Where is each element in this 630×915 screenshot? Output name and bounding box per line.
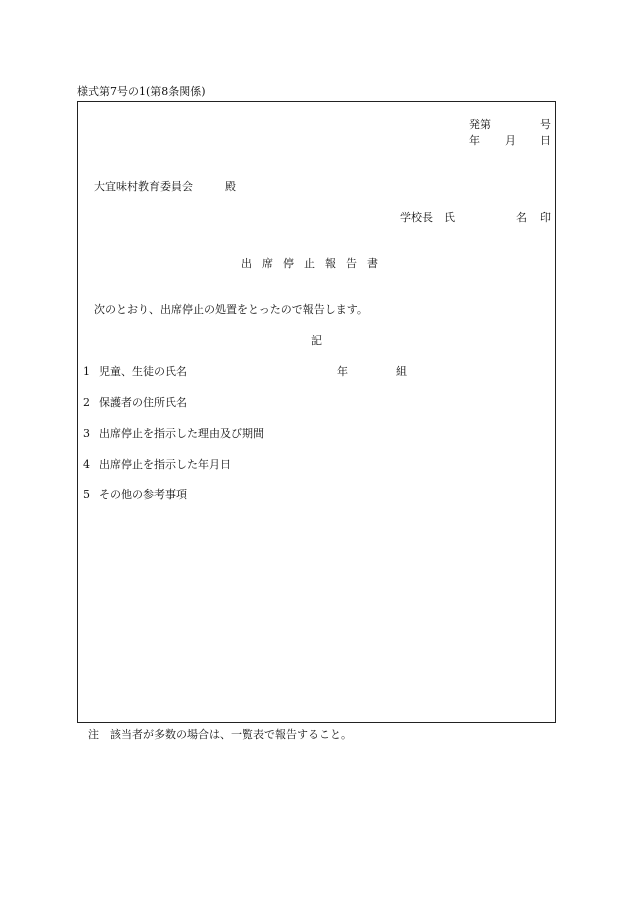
intro-sentence: 次のとおり、出席停止の処置をとったので報告します。: [94, 303, 368, 316]
report-form-frame: [77, 101, 556, 723]
item-label-1: 児童、生徒の氏名: [99, 365, 187, 378]
item-number-2: 2: [83, 396, 90, 409]
sender-name-label: 名: [516, 211, 527, 224]
title-char: 停: [283, 257, 294, 270]
date-year-label: 年: [469, 134, 480, 147]
item-number-5: 5: [83, 488, 90, 501]
item-number-3: 3: [83, 427, 90, 440]
honorific: 殿: [225, 180, 236, 193]
record-mark: 記: [311, 334, 322, 347]
title-char: 席: [262, 257, 273, 270]
title-char: 告: [346, 257, 357, 270]
title-char: 報: [325, 257, 336, 270]
item-number-1: 1: [83, 365, 90, 378]
item-number-4: 4: [83, 458, 90, 471]
document-title: [236, 258, 383, 269]
title-char: 書: [367, 257, 378, 270]
date-month-label: 月: [505, 134, 516, 147]
sender-title: 学校長 氏: [400, 211, 455, 224]
footer-note: 注 該当者が多数の場合は、一覧表で報告すること。: [88, 728, 352, 741]
addressee: 大宜味村教育委員会: [94, 180, 193, 193]
seal-label: 印: [540, 211, 551, 224]
item-label-4: 出席停止を指示した年月日: [99, 458, 231, 471]
item-label-5: その他の参考事項: [99, 488, 187, 501]
issue-number-suffix: 号: [540, 118, 551, 131]
item-label-2: 保護者の住所氏名: [99, 396, 187, 409]
grade-label: 年: [337, 365, 348, 378]
form-number: 様式第7号の1(第8条関係): [77, 85, 206, 98]
class-label: 組: [396, 365, 407, 378]
issue-number-prefix: 発第: [469, 118, 491, 131]
title-char: 止: [304, 257, 315, 270]
title-char: 出: [241, 257, 252, 270]
date-day-label: 日: [540, 134, 551, 147]
item-label-3: 出席停止を指示した理由及び期間: [99, 427, 264, 440]
